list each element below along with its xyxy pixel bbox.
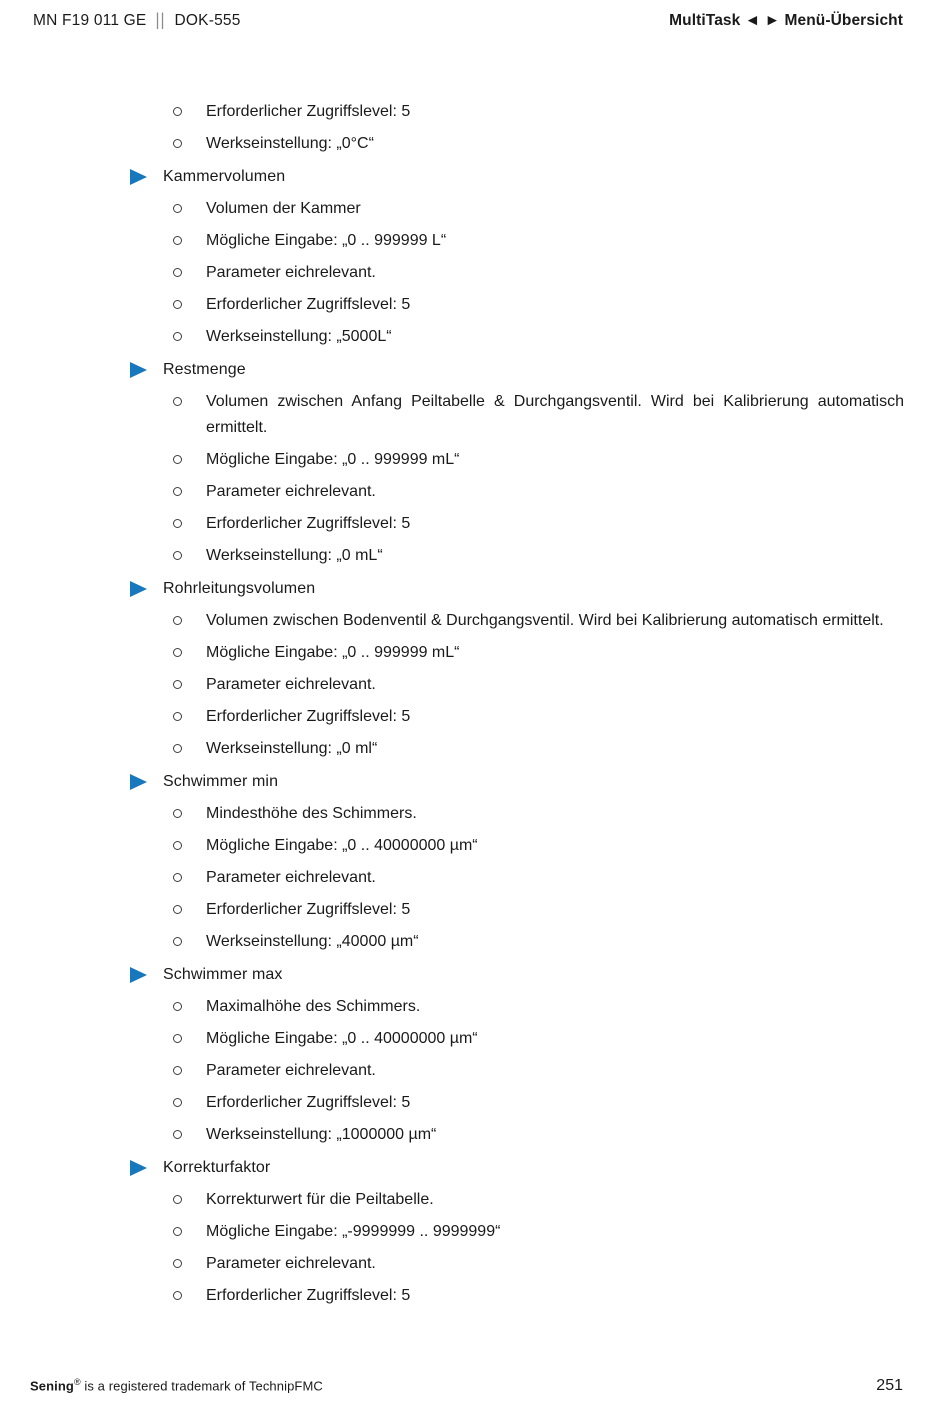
circle-bullet-icon [173, 648, 182, 657]
list-item-text: Mögliche Eingabe: „0 .. 999999 mL“ [206, 451, 460, 468]
list-item [130, 228, 904, 254]
list-item [130, 865, 904, 891]
section-title: Schwimmer max [163, 966, 283, 983]
list-item [130, 1058, 904, 1084]
circle-bullet-icon [173, 809, 182, 818]
section-title: Rohrleitungsvolumen [163, 580, 316, 597]
list-item-text: Erforderlicher Zugriffslevel: 5 [206, 103, 411, 120]
list-item-text: Erforderlicher Zugriffslevel: 5 [206, 296, 411, 313]
page-number: 251 [876, 1377, 903, 1395]
circle-bullet-icon [173, 236, 182, 245]
circle-bullet-icon [173, 300, 182, 309]
list-item [130, 389, 904, 441]
list-item-text: Mögliche Eingabe: „0 .. 999999 L“ [206, 232, 447, 249]
circle-bullet-icon [173, 107, 182, 116]
section-title: Korrekturfaktor [163, 1159, 271, 1176]
list-item-text: Werkseinstellung: „5000L“ [206, 328, 392, 345]
circle-bullet-icon [173, 937, 182, 946]
list-item-text: Parameter eichrelevant. [206, 869, 376, 886]
circle-bullet-icon [173, 616, 182, 625]
list-item [130, 608, 904, 634]
list-item [130, 897, 904, 923]
circle-bullet-icon [173, 905, 182, 914]
circle-bullet-icon [173, 1098, 182, 1107]
list-item [130, 801, 904, 827]
list-item [130, 640, 904, 666]
circle-bullet-icon [173, 1291, 182, 1300]
list-item [130, 1187, 904, 1213]
circle-bullet-icon [173, 1066, 182, 1075]
list-item [130, 479, 904, 505]
header-doc-code: DOK-555 [174, 12, 241, 29]
list-item [130, 833, 904, 859]
section-title: Schwimmer min [163, 773, 279, 790]
section-header [130, 962, 904, 988]
triangle-bullet-icon [130, 1160, 147, 1176]
section-header [130, 769, 904, 795]
triangle-bullet-icon [130, 362, 147, 378]
triangle-bullet-icon [130, 774, 147, 790]
list-item [130, 260, 904, 286]
list-item [130, 1122, 904, 1148]
list-item-text: Werkseinstellung: „0°C“ [206, 135, 374, 152]
circle-bullet-icon [173, 1195, 182, 1204]
list-item-text: Werkseinstellung: „0 ml“ [206, 740, 378, 757]
circle-bullet-icon [173, 1034, 182, 1043]
circle-bullet-icon [173, 397, 182, 406]
list-item-text: Erforderlicher Zugriffslevel: 5 [206, 515, 411, 532]
section-header [130, 164, 904, 190]
list-item [130, 543, 904, 569]
list-item [130, 672, 904, 698]
circle-bullet-icon [173, 712, 182, 721]
parameter-list [130, 99, 904, 1315]
footer-trademark-text: is a registered trademark of TechnipFMC [80, 1378, 323, 1394]
list-item [130, 1090, 904, 1116]
section-header [130, 357, 904, 383]
list-item [130, 994, 904, 1020]
page-header [33, 11, 903, 31]
list-item-text: Erforderlicher Zugriffslevel: 5 [206, 901, 411, 918]
header-doc-number: MN F19 011 GE [33, 12, 147, 29]
triangle-bullet-icon [130, 581, 147, 597]
list-item-text: Werkseinstellung: „40000 µm“ [206, 933, 419, 950]
list-item [130, 196, 904, 222]
section-title: Restmenge [163, 361, 246, 378]
list-item-text: Volumen zwischen Bodenventil & Durchgangsventil. Wird bei Kalibrierung automatisch ermittelt. [206, 612, 884, 629]
section-header [130, 1155, 904, 1181]
list-item [130, 324, 904, 350]
list-item-text: Werkseinstellung: „0 mL“ [206, 547, 383, 564]
triangle-bullet-icon [130, 169, 147, 185]
circle-bullet-icon [173, 139, 182, 148]
list-item [130, 1251, 904, 1277]
circle-bullet-icon [173, 680, 182, 689]
list-item-text: Erforderlicher Zugriffslevel: 5 [206, 708, 411, 725]
list-item-text: Korrekturwert für die Peiltabelle. [206, 1191, 434, 1208]
circle-bullet-icon [173, 744, 182, 753]
circle-bullet-icon [173, 873, 182, 882]
registered-trademark-icon: ® [73, 1377, 81, 1387]
list-item [130, 292, 904, 318]
list-item [130, 447, 904, 473]
circle-bullet-icon [173, 1002, 182, 1011]
list-item-text: Mindesthöhe des Schimmers. [206, 805, 417, 822]
list-item-text: Parameter eichrelevant. [206, 483, 376, 500]
list-item-text: Parameter eichrelevant. [206, 676, 376, 693]
list-item-text: Werkseinstellung: „1000000 µm“ [206, 1126, 437, 1143]
list-item [130, 1283, 904, 1309]
list-item [130, 99, 904, 125]
header-separator: || [155, 10, 166, 31]
page-footer [30, 1377, 903, 1395]
section-title: Kammervolumen [163, 168, 286, 185]
list-item [130, 1026, 904, 1052]
circle-bullet-icon [173, 841, 182, 850]
list-item-text: Volumen der Kammer [206, 200, 361, 217]
list-item [130, 1219, 904, 1245]
list-item-text: Maximalhöhe des Schimmers. [206, 998, 421, 1015]
header-chapter-title: MultiTask ◄ ► Menü-Übersicht [669, 12, 903, 29]
list-item-text: Parameter eichrelevant. [206, 1255, 376, 1272]
circle-bullet-icon [173, 1227, 182, 1236]
list-item [130, 511, 904, 537]
circle-bullet-icon [173, 1259, 182, 1268]
header-document-id [33, 11, 241, 31]
footer-trademark-note [30, 1377, 323, 1393]
circle-bullet-icon [173, 1130, 182, 1139]
circle-bullet-icon [173, 455, 182, 464]
circle-bullet-icon [173, 487, 182, 496]
footer-brand-name: Sening [30, 1378, 74, 1394]
circle-bullet-icon [173, 268, 182, 277]
list-item [130, 736, 904, 762]
list-item-text: Volumen zwischen Anfang Peiltabelle & Durchgangsventil. Wird bei Kalibrierung automatisch ermittelt. [206, 393, 904, 436]
triangle-bullet-icon [130, 967, 147, 983]
section-header [130, 576, 904, 602]
list-item-text: Erforderlicher Zugriffslevel: 5 [206, 1287, 411, 1304]
list-item [130, 704, 904, 730]
circle-bullet-icon [173, 551, 182, 560]
circle-bullet-icon [173, 332, 182, 341]
list-item-text: Parameter eichrelevant. [206, 1062, 376, 1079]
list-item-text: Erforderlicher Zugriffslevel: 5 [206, 1094, 411, 1111]
list-item [130, 929, 904, 955]
circle-bullet-icon [173, 519, 182, 528]
list-item-text: Mögliche Eingabe: „0 .. 999999 mL“ [206, 644, 460, 661]
list-item-text: Parameter eichrelevant. [206, 264, 376, 281]
list-item-text: Mögliche Eingabe: „-9999999 .. 9999999“ [206, 1223, 501, 1240]
circle-bullet-icon [173, 204, 182, 213]
list-item [130, 131, 904, 157]
list-item-text: Mögliche Eingabe: „0 .. 40000000 µm“ [206, 1030, 478, 1047]
list-item-text: Mögliche Eingabe: „0 .. 40000000 µm“ [206, 837, 478, 854]
